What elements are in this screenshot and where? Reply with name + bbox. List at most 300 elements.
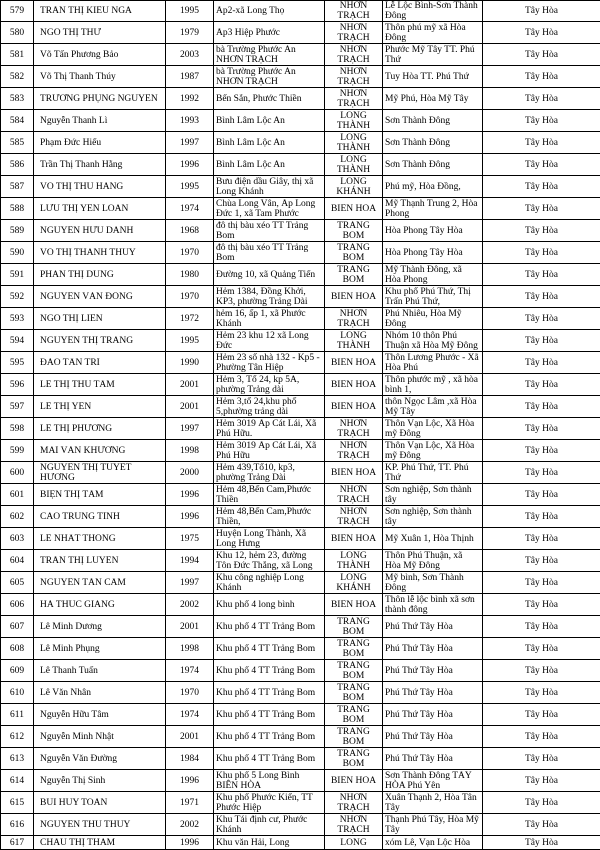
full-name: ĐÀO TẤN TRÍ	[40, 358, 163, 368]
full-name: NGUYỄN THỊ TRANG	[40, 336, 163, 346]
table-row	[1, 638, 600, 660]
district-unit-cell	[325, 550, 383, 572]
hometown-cell	[383, 770, 483, 792]
row-number: 597	[3, 402, 31, 412]
birth-year: 2000	[168, 468, 211, 478]
full-name-cell	[34, 484, 166, 506]
hometown-cell	[383, 704, 483, 726]
current-address: Hẻm 3,tổ 24,khu phố 5,phường trảng dài	[216, 397, 322, 417]
full-name: Lê Minh Dương	[40, 622, 163, 632]
district-unit-cell	[325, 726, 383, 748]
full-name: NGUYỄN THU THỦY	[40, 820, 163, 830]
birth-year-cell	[166, 594, 214, 616]
district-unit-cell	[325, 286, 383, 308]
row-number-cell	[1, 110, 34, 132]
birth-year-cell	[166, 616, 214, 638]
birth-year: 1984	[168, 754, 211, 764]
row-number: 599	[3, 446, 31, 456]
current-address: Bình Lâm Lộc An	[216, 138, 322, 148]
table-row	[1, 220, 600, 242]
home-district: Tây Hòa	[485, 556, 598, 566]
birth-year: 1987	[168, 72, 211, 82]
district-unit: NHƠN TRẠCH	[327, 793, 380, 813]
district-unit: BIÊN HÒA	[327, 380, 380, 390]
home-district: Tây Hòa	[485, 732, 598, 742]
full-name: Nguyễn Thị Sinh	[40, 776, 163, 786]
full-name: HÀ THÚC GIANG	[40, 600, 163, 610]
current-address-cell	[214, 396, 325, 418]
hometown: Sơn nghiệp, Sơn thành tây	[385, 507, 480, 527]
district-unit: BIÊN HÒA	[327, 468, 380, 478]
hometown: Tuy Hòa TT. Phú Thứ	[385, 72, 480, 82]
district-unit: NHƠN TRẠCH	[327, 67, 380, 87]
full-name-cell	[34, 154, 166, 176]
current-address: Đường 10, xã Quảng Tiến	[216, 270, 322, 280]
current-address-cell	[214, 792, 325, 814]
row-number-cell	[1, 770, 34, 792]
row-number-cell	[1, 682, 34, 704]
birth-year-cell	[166, 1, 214, 22]
home-district: Tây Hòa	[485, 116, 598, 126]
full-name: MAI VĂN KHƯƠNG	[40, 446, 163, 456]
row-number-cell	[1, 836, 34, 850]
hometown: Phú Thứ Tây Hòa	[385, 666, 480, 676]
birth-year-cell	[166, 836, 214, 850]
district-unit-cell	[325, 594, 383, 616]
table-row	[1, 352, 600, 374]
table-row	[1, 132, 600, 154]
hometown: Thôn Vạn Lộc, Xã Hòa mỹ Đông	[385, 419, 480, 439]
hometown-cell	[383, 132, 483, 154]
current-address: Khu phố 4 TT Trảng Bom	[216, 622, 322, 632]
district-unit-cell	[325, 638, 383, 660]
birth-year: 1996	[168, 838, 211, 848]
current-address: Hẻm 48,Bến Cam,Phước Thiền	[216, 485, 322, 505]
row-number-cell	[1, 594, 34, 616]
full-name-cell	[34, 352, 166, 374]
current-address: Ấp2-xã Long Thọ	[216, 6, 322, 16]
current-address: Khu 12, hẻm 23, đường Tôn Đức Thắng, xã Long	[216, 551, 322, 571]
district-unit-cell	[325, 440, 383, 462]
current-address: hẻm 16, ấp 1, xã Phước Khánh	[216, 309, 322, 329]
current-address-cell	[214, 66, 325, 88]
table-row	[1, 660, 600, 682]
hometown: Sơn Thành Đông	[385, 160, 480, 170]
district-unit: NHƠN TRẠCH	[327, 507, 380, 527]
home-district: Tây Hòa	[485, 578, 598, 588]
row-number-cell	[1, 1, 34, 22]
row-number: 588	[3, 204, 31, 214]
row-number-cell	[1, 638, 34, 660]
home-district: Tây Hòa	[485, 72, 598, 82]
hometown: Phú Thứ Tây Hòa	[385, 710, 480, 720]
current-address: Hẻm 48,Bến Cam,Phước Thiền,	[216, 507, 322, 527]
table-row	[1, 22, 600, 44]
full-name: VÕ THỊ THU HẰNG	[40, 182, 163, 192]
home-district: Tây Hòa	[485, 28, 598, 38]
home-district: Tây Hòa	[485, 50, 598, 60]
birth-year-cell	[166, 88, 214, 110]
current-address-cell	[214, 44, 325, 66]
home-district-cell	[483, 88, 600, 110]
home-district: Tây Hòa	[485, 512, 598, 522]
district-unit-cell	[325, 506, 383, 528]
district-unit-cell	[325, 22, 383, 44]
full-name: NGÔ THỊ LIÊN	[40, 314, 163, 324]
district-unit-cell	[325, 660, 383, 682]
home-district: Tây Hòa	[485, 402, 598, 412]
home-district-cell	[483, 66, 600, 88]
district-unit: TRẢNG BOM	[327, 661, 380, 681]
full-name-cell	[34, 660, 166, 682]
row-number: 609	[3, 666, 31, 676]
row-number: 605	[3, 578, 31, 588]
full-name-cell	[34, 748, 166, 770]
row-number: 600	[3, 468, 31, 478]
hometown-cell	[383, 176, 483, 198]
district-unit: LONG	[327, 838, 380, 848]
row-number-cell	[1, 418, 34, 440]
table-row	[1, 528, 600, 550]
hometown: Thôn phú mỹ xã Hòa Đông	[385, 23, 480, 43]
current-address-cell	[214, 726, 325, 748]
full-name: Võ Tấn Phương Bảo	[40, 50, 163, 60]
hometown-cell	[383, 484, 483, 506]
table-row	[1, 836, 600, 850]
birth-year-cell	[166, 418, 214, 440]
birth-year: 1998	[168, 644, 211, 654]
home-district: Tây Hòa	[485, 160, 598, 170]
birth-year: 1993	[168, 116, 211, 126]
home-district-cell	[483, 726, 600, 748]
current-address-cell	[214, 374, 325, 396]
district-unit-cell	[325, 330, 383, 352]
district-unit-cell	[325, 264, 383, 286]
home-district-cell	[483, 462, 600, 484]
birth-year-cell	[166, 770, 214, 792]
current-address: bà Trường Phước An NHƠN TRẠCH	[216, 67, 322, 87]
full-name-cell	[34, 836, 166, 850]
district-unit: NHƠN TRẠCH	[327, 23, 380, 43]
full-name: NGUYỄN HỮU DANH	[40, 226, 163, 236]
row-number-cell	[1, 748, 34, 770]
hometown: Phú Thứ Tây Hòa	[385, 732, 480, 742]
birth-year: 1980	[168, 270, 211, 280]
full-name-cell	[34, 1, 166, 22]
hometown: Mỹ Phú, Hòa Mỹ Tây	[385, 94, 480, 104]
row-number-cell	[1, 220, 34, 242]
row-number-cell	[1, 528, 34, 550]
current-address-cell	[214, 748, 325, 770]
full-name: LÊ THỊ YẾN	[40, 402, 163, 412]
row-number: 586	[3, 160, 31, 170]
full-name-cell	[34, 374, 166, 396]
full-name: TRẦN THỊ LUYẾN	[40, 556, 163, 566]
current-address: Hẻm 3019 Ấp Cát Lái, Xã Phú Hữu.	[216, 419, 322, 439]
current-address-cell	[214, 638, 325, 660]
hometown-cell	[383, 242, 483, 264]
table-row	[1, 484, 600, 506]
birth-year: 1995	[168, 336, 211, 346]
row-number-cell	[1, 176, 34, 198]
hometown-cell	[383, 638, 483, 660]
hometown-cell	[383, 110, 483, 132]
current-address-cell	[214, 330, 325, 352]
hometown: Thôn Vạn Lộc, Xã Hòa mỹ Đông	[385, 441, 480, 461]
current-address-cell	[214, 770, 325, 792]
hometown-cell	[383, 396, 483, 418]
table-row	[1, 88, 600, 110]
birth-year: 1995	[168, 6, 211, 16]
current-address: Khu phố 4 TT Trảng Bom	[216, 666, 322, 676]
hometown-cell	[383, 572, 483, 594]
row-number-cell	[1, 792, 34, 814]
current-address: Khu phố 5 Long Bình BIÊN HÒA	[216, 771, 322, 791]
full-name: Nguyễn Văn Đường	[40, 754, 163, 764]
birth-year-cell	[166, 462, 214, 484]
birth-year: 1970	[168, 248, 211, 258]
row-number-cell	[1, 88, 34, 110]
home-district: Tây Hòa	[485, 248, 598, 258]
hometown: Xuân Thạnh 2, Hòa Tân Tây	[385, 793, 480, 813]
hometown-cell	[383, 1, 483, 22]
full-name-cell	[34, 44, 166, 66]
birth-year-cell	[166, 396, 214, 418]
current-address-cell	[214, 440, 325, 462]
home-district-cell	[483, 396, 600, 418]
birth-year-cell	[166, 110, 214, 132]
hometown: Thôn phước mỹ , xã hòa bình 1,	[385, 375, 480, 395]
birth-year: 2003	[168, 50, 211, 60]
home-district: Tây Hòa	[485, 270, 598, 280]
row-number: 581	[3, 50, 31, 60]
hometown-cell	[383, 286, 483, 308]
district-unit-cell	[325, 792, 383, 814]
birth-year: 2001	[168, 402, 211, 412]
birth-year-cell	[166, 132, 214, 154]
hometown-cell	[383, 374, 483, 396]
row-number-cell	[1, 726, 34, 748]
home-district-cell	[483, 1, 600, 22]
current-address: Chùa Long Vân, Ấp Long Đức 1, xã Tam Phước	[216, 199, 322, 219]
home-district-cell	[483, 616, 600, 638]
birth-year: 1979	[168, 28, 211, 38]
hometown-cell	[383, 462, 483, 484]
table-row	[1, 264, 600, 286]
district-unit-cell	[325, 418, 383, 440]
hometown-cell	[383, 352, 483, 374]
home-district: Tây Hòa	[485, 94, 598, 104]
birth-year-cell	[166, 198, 214, 220]
birth-year: 2001	[168, 732, 211, 742]
row-number-cell	[1, 132, 34, 154]
current-address-cell	[214, 572, 325, 594]
hometown-cell	[383, 616, 483, 638]
full-name: BIỆN THỊ TÂM	[40, 490, 163, 500]
hometown: Phước Mỹ Tây TT. Phú Thứ	[385, 45, 480, 65]
district-unit: BIÊN HÒA	[327, 358, 380, 368]
table-row	[1, 704, 600, 726]
full-name-cell	[34, 22, 166, 44]
row-number: 584	[3, 116, 31, 126]
home-district: Tây Hòa	[485, 820, 598, 830]
full-name: LÊ NHẤT THÔNG	[40, 534, 163, 544]
home-district: Tây Hòa	[485, 358, 598, 368]
home-district-cell	[483, 286, 600, 308]
district-unit-cell	[325, 88, 383, 110]
birth-year-cell	[166, 660, 214, 682]
current-address: Hẻm 23 số nhà 132 - Kp5 -Phường Tân Hiệp	[216, 353, 322, 373]
home-district: Tây Hòa	[485, 622, 598, 632]
row-number: 601	[3, 490, 31, 500]
district-unit-cell	[325, 242, 383, 264]
district-unit: BIÊN HÒA	[327, 776, 380, 786]
birth-year-cell	[166, 528, 214, 550]
district-unit-cell	[325, 704, 383, 726]
birth-year: 2002	[168, 820, 211, 830]
row-number: 613	[3, 754, 31, 764]
home-district-cell	[483, 242, 600, 264]
district-unit-cell	[325, 154, 383, 176]
district-unit: LONG THÀNH	[327, 133, 380, 153]
row-number-cell	[1, 330, 34, 352]
home-district-cell	[483, 660, 600, 682]
row-number-cell	[1, 396, 34, 418]
home-district-cell	[483, 682, 600, 704]
home-district-cell	[483, 352, 600, 374]
full-name: Võ Thị Thanh Thúy	[40, 72, 163, 82]
birth-year-cell	[166, 352, 214, 374]
birth-year-cell	[166, 484, 214, 506]
current-address-cell	[214, 704, 325, 726]
district-unit: TRẢNG BOM	[327, 705, 380, 725]
district-unit-cell	[325, 836, 383, 850]
current-address-cell	[214, 660, 325, 682]
birth-year-cell	[166, 506, 214, 528]
home-district-cell	[483, 528, 600, 550]
row-number-cell	[1, 154, 34, 176]
district-unit-cell	[325, 132, 383, 154]
hometown: Phú Thứ Tây Hòa	[385, 688, 480, 698]
row-number-cell	[1, 66, 34, 88]
district-unit: BIÊN HÒA	[327, 600, 380, 610]
home-district: Tây Hòa	[485, 380, 598, 390]
full-name: Nguyễn Minh Nhật	[40, 732, 163, 742]
hometown-cell	[383, 660, 483, 682]
current-address: đô thị bàu xéo TT Trảng Bom	[216, 243, 322, 263]
district-unit: NHƠN TRẠCH	[327, 309, 380, 329]
current-address-cell	[214, 88, 325, 110]
current-address-cell	[214, 110, 325, 132]
full-name: NGÔ THỊ THƯ	[40, 28, 163, 38]
district-unit: TRẢNG BOM	[327, 243, 380, 263]
full-name: Phạm Đức Hiếu	[40, 138, 163, 148]
table-row	[1, 1, 600, 22]
birth-year-cell	[166, 440, 214, 462]
birth-year: 1974	[168, 710, 211, 720]
full-name-cell	[34, 704, 166, 726]
full-name-cell	[34, 682, 166, 704]
district-unit-cell	[325, 616, 383, 638]
current-address-cell	[214, 506, 325, 528]
row-number: 603	[3, 534, 31, 544]
birth-year: 1996	[168, 776, 211, 786]
birth-year: 1995	[168, 182, 211, 192]
home-district: Tây Hòa	[485, 468, 598, 478]
full-name: Trần Thị Thanh Hằng	[40, 160, 163, 170]
district-unit: LONG THÀNH	[327, 551, 380, 571]
district-unit: LONG KHÁNH	[327, 573, 380, 593]
table-row	[1, 176, 600, 198]
full-name-cell	[34, 528, 166, 550]
row-number: 583	[3, 94, 31, 104]
birth-year-cell	[166, 66, 214, 88]
full-name: NGUYỄN VĂN ĐÔNG	[40, 292, 163, 302]
full-name: LƯU THỊ YẾN LOAN	[40, 204, 163, 214]
district-unit: NHƠN TRẠCH	[327, 815, 380, 835]
home-district: Tây Hòa	[485, 314, 598, 324]
full-name-cell	[34, 638, 166, 660]
current-address: Bình Lâm Lộc An	[216, 160, 322, 170]
home-district-cell	[483, 22, 600, 44]
row-number: 598	[3, 424, 31, 434]
current-address: Khu phố 4 TT Trảng Bom	[216, 644, 322, 654]
row-number: 611	[3, 710, 31, 720]
home-district: Tây Hòa	[485, 710, 598, 720]
birth-year-cell	[166, 22, 214, 44]
district-unit-cell	[325, 484, 383, 506]
full-name: NGUYỄN THỊ TUYẾT HƯƠNG	[40, 463, 163, 483]
district-unit-cell	[325, 352, 383, 374]
table-row	[1, 286, 600, 308]
home-district-cell	[483, 506, 600, 528]
district-unit: BIÊN HÒA	[327, 204, 380, 214]
hometown-cell	[383, 792, 483, 814]
full-name: Nguyễn Hữu Tâm	[40, 710, 163, 720]
full-name-cell	[34, 264, 166, 286]
home-district-cell	[483, 748, 600, 770]
home-district-cell	[483, 792, 600, 814]
hometown-cell	[383, 440, 483, 462]
table-row	[1, 440, 600, 462]
district-unit-cell	[325, 176, 383, 198]
current-address: Khu phố 4 TT Trảng Bom	[216, 732, 322, 742]
table-row	[1, 770, 600, 792]
district-unit-cell	[325, 374, 383, 396]
home-district: Tây Hòa	[485, 490, 598, 500]
hometown-cell	[383, 264, 483, 286]
birth-year-cell	[166, 220, 214, 242]
table-row	[1, 198, 600, 220]
current-address-cell	[214, 242, 325, 264]
hometown: Sơn Thành Đông	[385, 138, 480, 148]
birth-year: 1968	[168, 226, 211, 236]
birth-year-cell	[166, 286, 214, 308]
current-address-cell	[214, 682, 325, 704]
full-name: LÊ THỊ PHƯƠNG	[40, 424, 163, 434]
current-address-cell	[214, 550, 325, 572]
home-district-cell	[483, 374, 600, 396]
home-district-cell	[483, 176, 600, 198]
full-name: Lê Thanh Tuấn	[40, 666, 163, 676]
current-address: đô thị bàu xéo TT Trảng Bom	[216, 221, 322, 241]
hometown: Hòa Phong Tây Hòa	[385, 226, 480, 236]
table-row	[1, 748, 600, 770]
home-district-cell	[483, 330, 600, 352]
row-number: 580	[3, 28, 31, 38]
birth-year: 1970	[168, 292, 211, 302]
birth-year: 2002	[168, 600, 211, 610]
